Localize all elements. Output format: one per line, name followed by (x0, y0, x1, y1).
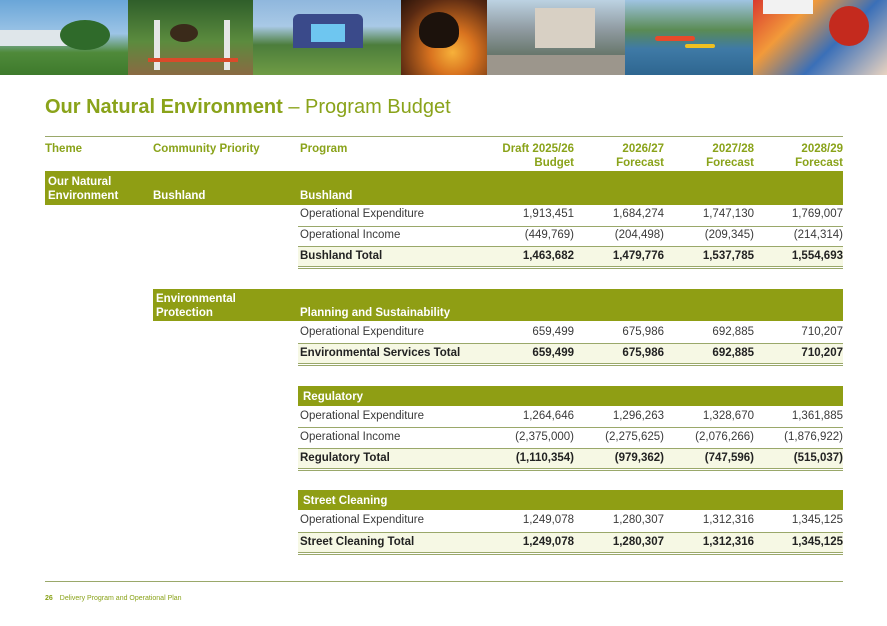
priority-label-bushland: Bushland (153, 190, 206, 202)
total-row-street-cleaning: Street Cleaning Total 1,249,078 1,280,307 1,312,316 1,345,125 (298, 533, 843, 553)
program-band-street-cleaning (298, 490, 843, 510)
total-underline (298, 266, 843, 269)
total-underline (298, 468, 843, 471)
column-header-program: Program (300, 143, 348, 155)
table-row: Operational Expenditure 1,913,451 1,684,274 1,747,130 1,769,007 (300, 208, 843, 220)
page-title: Our Natural Environment – Program Budget (45, 96, 451, 118)
row-divider (298, 427, 843, 428)
photo-banner (0, 0, 887, 75)
total-row-environmental-services: Environmental Services Total 659,499 675,986 692,885 710,207 (298, 344, 843, 364)
photo-park-pavilion (0, 0, 128, 75)
footer-rule (45, 581, 843, 582)
column-header-2025-26: Draft 2025/26 Budget (502, 143, 574, 169)
document-title: Delivery Program and Operational Plan (59, 595, 182, 602)
priority-band-environmental-protection (153, 289, 843, 321)
photo-festival-lion-dance (753, 0, 887, 75)
column-header-2028-29: 2028/29 Forecast (795, 143, 843, 169)
program-band-regulatory (298, 386, 843, 406)
theme-label: Our Natural Environment (48, 176, 119, 202)
column-header-theme: Theme (45, 143, 83, 155)
page-footer (45, 595, 182, 602)
column-header-2027-28: 2027/28 Forecast (706, 143, 754, 169)
program-label-regulatory: Regulatory (303, 391, 364, 403)
photo-kayaks-river (625, 0, 753, 75)
table-row: Operational Income (2,375,000) (2,275,625) (2,076,266) (1,876,922) (300, 431, 843, 443)
table-row: Operational Expenditure 1,249,078 1,280,307 1,312,316 1,345,125 (300, 514, 843, 526)
photo-kookaburra-sunset (401, 0, 487, 75)
column-header-priority: Community Priority (153, 143, 260, 155)
theme-band-bushland (45, 171, 843, 205)
program-label-planning: Planning and Sustainability (300, 307, 451, 319)
total-underline (298, 552, 843, 555)
photo-dog-agility (128, 0, 253, 75)
page-number: 26 (45, 595, 53, 602)
total-row-regulatory: Regulatory Total (1,110,354) (979,362) (747,596) (515,037) (298, 449, 843, 469)
photo-town-street (487, 0, 625, 75)
table-row: Operational Income (449,769) (204,498) (209,345) (214,314) (300, 229, 843, 241)
priority-label-environmental-protection: Environmental Protection (156, 293, 236, 319)
program-label-bushland: Bushland (300, 190, 353, 202)
table-row: Operational Expenditure 659,499 675,986 692,885 710,207 (300, 326, 843, 338)
total-row-bushland: Bushland Total 1,463,682 1,479,776 1,537,785 1,554,693 (298, 247, 843, 267)
program-label-street-cleaning: Street Cleaning (303, 495, 388, 507)
row-divider (298, 226, 843, 227)
header-top-rule (45, 136, 843, 137)
total-underline (298, 363, 843, 366)
column-header-2026-27: 2026/27 Forecast (616, 143, 664, 169)
photo-outdoor-fitness-screen (253, 0, 401, 75)
table-row: Operational Expenditure 1,264,646 1,296,263 1,328,670 1,361,885 (300, 410, 843, 422)
